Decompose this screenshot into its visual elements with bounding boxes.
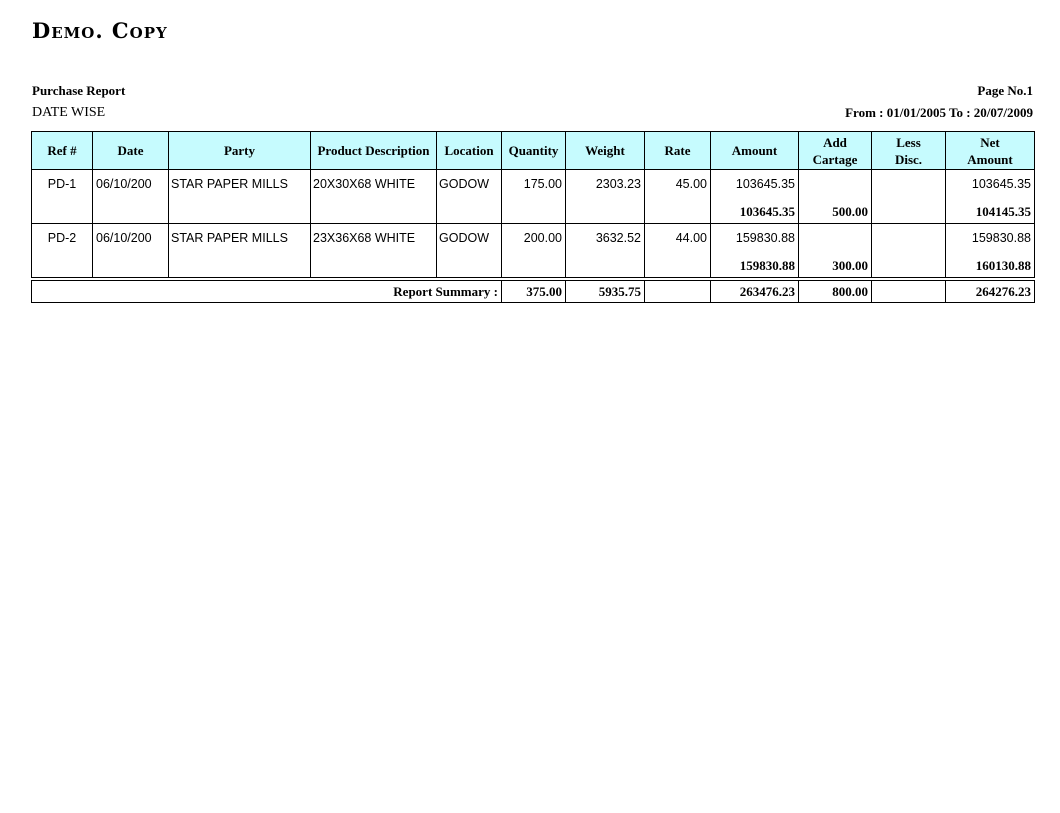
purchase-report-table	[31, 131, 1035, 303]
table-row	[32, 170, 1035, 197]
summary-weight: 5935.75	[566, 281, 645, 303]
column-header-weight: Weight	[566, 132, 645, 170]
cell-net-amount: 103645.35	[946, 170, 1035, 197]
less-disc-line-2: Disc.	[894, 151, 923, 167]
column-header-ref: Ref #	[32, 132, 93, 170]
cell-ref: PD-2	[32, 224, 93, 251]
cell-location: GODOW	[437, 224, 502, 251]
subtotal-net: 104145.35	[946, 196, 1035, 224]
cell-product: 20X30X68 WHITE	[311, 170, 437, 197]
summary-net: 264276.23	[946, 281, 1035, 303]
cell-party: STAR PAPER MILLS	[169, 170, 311, 197]
cell-weight: 2303.23	[566, 170, 645, 197]
cell-amount: 103645.35	[711, 170, 799, 197]
subtotal-amount: 103645.35	[711, 196, 799, 224]
cell-net-amount: 159830.88	[946, 224, 1035, 251]
cell-less-disc	[872, 224, 946, 251]
net-amount-line-2: Amount	[967, 151, 1013, 167]
summary-rate	[645, 281, 711, 303]
cell-less-disc	[872, 170, 946, 197]
cell-weight: 3632.52	[566, 224, 645, 251]
table-subtotal-row	[32, 196, 1035, 224]
column-header-party: Party	[169, 132, 311, 170]
add-cartage-line-1: Add	[823, 134, 847, 150]
report-subtitle: DATE WISE	[32, 105, 106, 120]
cell-amount: 159830.88	[711, 224, 799, 251]
column-header-product: Product Description	[311, 132, 437, 170]
summary-amount: 263476.23	[711, 281, 799, 303]
column-header-amount: Amount	[711, 132, 799, 170]
page-number: Page No.1	[977, 83, 1033, 98]
column-header-less-disc	[872, 132, 946, 170]
cell-add-cartage	[799, 170, 872, 197]
table-header-row	[32, 132, 1035, 170]
date-range: From : 01/01/2005 To : 20/07/2009	[845, 105, 1033, 120]
cell-ref: PD-1	[32, 170, 93, 197]
cell-add-cartage	[799, 224, 872, 251]
cell-rate: 44.00	[645, 224, 711, 251]
add-cartage-line-2: Cartage	[812, 151, 858, 167]
column-header-rate: Rate	[645, 132, 711, 170]
subtotal-cartage: 300.00	[799, 250, 872, 278]
net-amount-line-1: Net	[980, 134, 1000, 150]
subtotal-amount: 159830.88	[711, 250, 799, 278]
column-header-net-amount	[946, 132, 1035, 170]
cell-location: GODOW	[437, 170, 502, 197]
column-header-location: Location	[437, 132, 502, 170]
cell-quantity: 200.00	[502, 224, 566, 251]
column-header-add-cartage	[799, 132, 872, 170]
less-disc-line-1: Less	[896, 134, 921, 150]
report-title: Purchase Report	[32, 83, 126, 98]
column-header-quantity: Quantity	[502, 132, 566, 170]
table-subtotal-row	[32, 250, 1035, 278]
cell-rate: 45.00	[645, 170, 711, 197]
table-row	[32, 224, 1035, 251]
subtotal-cartage: 500.00	[799, 196, 872, 224]
cell-date: 06/10/200	[93, 224, 169, 251]
summary-less-disc	[872, 281, 946, 303]
cell-product: 23X36X68 WHITE	[311, 224, 437, 251]
column-header-date: Date	[93, 132, 169, 170]
summary-quantity: 375.00	[502, 281, 566, 303]
subtotal-net: 160130.88	[946, 250, 1035, 278]
cell-quantity: 175.00	[502, 170, 566, 197]
cell-date: 06/10/200	[93, 170, 169, 197]
cell-party: STAR PAPER MILLS	[169, 224, 311, 251]
report-summary-row	[32, 281, 1035, 303]
summary-label: Report Summary :	[32, 281, 502, 303]
demo-copy-title: Demo. Copy	[32, 18, 168, 43]
summary-cartage: 800.00	[799, 281, 872, 303]
